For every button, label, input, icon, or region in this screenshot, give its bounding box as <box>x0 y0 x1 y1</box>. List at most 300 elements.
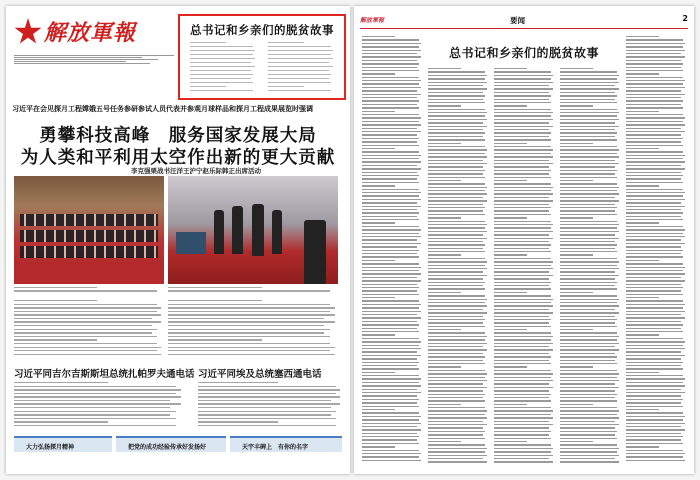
text-line <box>626 392 685 393</box>
text-line <box>494 197 549 198</box>
text-line <box>190 74 253 75</box>
text-line <box>494 377 551 378</box>
text-line <box>362 87 421 88</box>
text-line <box>494 177 551 178</box>
text-line <box>428 244 485 245</box>
text-line <box>198 418 336 419</box>
text-line <box>560 278 615 279</box>
text-line <box>560 102 617 103</box>
text-line <box>428 400 485 401</box>
text-line <box>560 173 615 174</box>
text-line <box>428 265 485 266</box>
text-line <box>626 280 685 281</box>
text-line <box>428 197 483 198</box>
text-line <box>560 448 619 449</box>
text-line <box>362 429 421 430</box>
text-line <box>190 54 253 55</box>
text-line <box>626 145 683 146</box>
text-line <box>560 377 617 378</box>
text-line <box>428 173 483 174</box>
text-line <box>494 444 551 445</box>
text-line <box>626 300 683 301</box>
text-line <box>560 122 615 123</box>
text-line <box>362 100 419 101</box>
text-line <box>362 239 417 240</box>
text-line <box>494 99 549 100</box>
text-line <box>626 121 683 122</box>
text-line <box>494 221 551 222</box>
text-line <box>428 387 487 388</box>
text-line <box>626 155 685 156</box>
text-line <box>626 199 685 200</box>
text-line <box>428 251 485 252</box>
text-line <box>560 149 619 150</box>
text-line <box>198 396 340 397</box>
text-line <box>198 411 336 412</box>
text-line <box>428 221 485 222</box>
text-line <box>626 436 683 437</box>
text-line <box>560 312 619 313</box>
text-line <box>494 231 553 232</box>
lower-headline-right[interactable]: 习近平同埃及总统塞西通电话 <box>198 369 322 380</box>
text-line <box>494 394 551 395</box>
page-two <box>354 6 694 474</box>
text-line <box>362 202 417 203</box>
text-line <box>560 461 619 462</box>
text-line <box>626 233 683 234</box>
text-line <box>560 170 617 171</box>
text-line <box>362 280 421 281</box>
text-line <box>428 346 483 347</box>
text-line <box>362 419 419 420</box>
text-line <box>560 271 615 272</box>
text-line <box>362 253 417 254</box>
text-line <box>494 102 551 103</box>
text-line <box>428 146 485 147</box>
text-column-3 <box>494 68 554 466</box>
text-line <box>428 390 483 391</box>
headline-subline: 李克强栗战书汪洋王沪宁赵乐际韩正出席活动 <box>131 167 261 175</box>
text-line <box>626 90 681 91</box>
text-line <box>428 180 461 181</box>
text-line <box>560 88 619 89</box>
text-line <box>626 338 683 339</box>
text-line <box>626 402 681 403</box>
text-line <box>428 407 485 408</box>
text-line <box>428 207 485 208</box>
text-line <box>428 190 485 191</box>
text-line <box>494 265 551 266</box>
text-line <box>428 261 487 262</box>
text-line <box>494 244 551 245</box>
text-line <box>362 358 417 359</box>
text-line <box>362 433 417 434</box>
text-line <box>14 418 176 419</box>
text-line <box>560 163 619 164</box>
text-line <box>560 254 593 255</box>
text-line <box>494 390 549 391</box>
text-line <box>560 353 615 354</box>
text-line <box>362 294 419 295</box>
text-line <box>560 421 615 422</box>
text-line <box>626 355 685 356</box>
text-line <box>362 307 419 308</box>
text-line <box>428 149 487 150</box>
top-headline[interactable]: 习近平在会见探月工程嫦娥五号任务参研参试人员代表并参观月球样品和探月工程成果展览时强调 <box>12 105 313 113</box>
text-line <box>428 126 487 127</box>
text-line <box>268 86 304 87</box>
text-line <box>560 238 619 239</box>
text-line <box>362 178 417 179</box>
text-line <box>428 193 487 194</box>
text-line <box>362 36 395 37</box>
text-line <box>494 217 527 218</box>
text-line <box>362 206 421 207</box>
text-line <box>268 90 331 91</box>
text-line <box>626 189 683 190</box>
text-line <box>560 346 615 347</box>
main-headline-line-1[interactable]: 勇攀科技高峰 服务国家发展大局 <box>39 126 317 146</box>
text-line <box>626 406 683 407</box>
text-line <box>428 278 483 279</box>
text-line <box>268 50 333 51</box>
text-line <box>626 178 681 179</box>
text-line <box>626 368 683 369</box>
text-line <box>14 347 161 348</box>
banner-1[interactable] <box>14 436 112 452</box>
text-line <box>428 441 461 442</box>
text-line <box>428 119 487 120</box>
text-line <box>362 351 417 352</box>
text-line <box>362 300 419 301</box>
text-line <box>626 60 681 61</box>
text-line <box>428 217 461 218</box>
text-line <box>428 336 487 337</box>
text-line <box>362 368 419 369</box>
text-line <box>428 366 461 367</box>
text-line <box>560 129 615 130</box>
text-line <box>198 386 336 387</box>
text-line <box>626 70 683 71</box>
text-line <box>198 407 331 408</box>
text-column-2 <box>428 68 488 466</box>
text-line <box>362 439 417 440</box>
text-line <box>14 339 97 340</box>
text-line <box>428 434 483 435</box>
text-line <box>428 455 487 456</box>
text-line <box>362 222 395 223</box>
text-line <box>494 92 549 93</box>
text-line <box>626 141 681 142</box>
text-line <box>494 302 551 303</box>
text-line <box>428 166 483 167</box>
text-line <box>560 207 617 208</box>
text-line <box>626 239 681 240</box>
text-line <box>560 112 619 113</box>
text-line <box>626 294 683 295</box>
text-line <box>168 290 330 291</box>
text-line <box>494 126 553 127</box>
text-line <box>362 50 421 51</box>
text-line <box>428 139 485 140</box>
lower-headline-left[interactable]: 习近平同吉尔吉斯斯坦总统扎帕罗夫通电话 <box>14 369 195 380</box>
text-line <box>428 238 487 239</box>
text-line <box>560 139 617 140</box>
text-line <box>626 375 683 376</box>
text-line <box>362 111 395 112</box>
text-line <box>428 75 487 76</box>
text-line <box>560 326 617 327</box>
text-line <box>494 285 549 286</box>
text-line <box>560 71 617 72</box>
text-line <box>14 314 161 315</box>
text-line <box>626 83 683 84</box>
text-line <box>428 105 461 106</box>
text-line <box>494 366 527 367</box>
text-line <box>560 343 619 344</box>
text-line <box>626 67 681 68</box>
text-line <box>626 450 683 451</box>
text-line <box>626 460 685 461</box>
text-line <box>560 132 617 133</box>
text-line <box>626 56 685 57</box>
text-line <box>626 321 681 322</box>
banner-3[interactable] <box>230 436 342 452</box>
text-line <box>494 282 551 283</box>
text-line <box>362 39 419 40</box>
text-line <box>560 204 615 205</box>
text-line <box>560 309 615 310</box>
text-line <box>428 427 483 428</box>
photo-caption-left <box>14 287 164 295</box>
text-line <box>626 94 685 95</box>
text-line <box>428 204 483 205</box>
front-page <box>6 6 350 474</box>
text-line <box>190 62 251 63</box>
text-line <box>190 66 255 67</box>
text-line <box>626 212 683 213</box>
text-line <box>560 394 617 395</box>
text-line <box>560 241 615 242</box>
text-line <box>494 271 549 272</box>
text-line <box>626 277 681 278</box>
text-line <box>494 105 527 106</box>
text-line <box>198 382 278 383</box>
text-line <box>428 82 487 83</box>
text-line <box>494 400 551 401</box>
text-line <box>362 161 421 162</box>
text-line <box>362 151 419 152</box>
text-line <box>560 180 593 181</box>
text-line <box>198 414 331 415</box>
text-line <box>14 325 152 326</box>
text-line <box>626 246 681 247</box>
text-line <box>362 77 419 78</box>
text-line <box>494 115 551 116</box>
text-line <box>494 295 551 296</box>
text-line <box>626 328 681 329</box>
text-line <box>362 260 395 261</box>
text-line <box>560 444 617 445</box>
masthead-title: 解放軍報 <box>44 20 137 46</box>
text-line <box>560 244 617 245</box>
text-line <box>626 433 681 434</box>
text-line <box>14 287 97 288</box>
text-line <box>494 146 551 147</box>
text-line <box>428 414 485 415</box>
text-line <box>428 112 487 113</box>
text-line <box>560 417 619 418</box>
text-line <box>560 285 615 286</box>
highlighted-article-box[interactable] <box>178 14 346 100</box>
text-line <box>428 258 485 259</box>
main-headline-line-2[interactable]: 为人类和平利用太空作出新的更大贡献 <box>20 148 336 168</box>
text-line <box>268 62 329 63</box>
text-line <box>626 443 683 444</box>
text-line <box>362 267 421 268</box>
text-line <box>560 200 619 201</box>
text-line <box>560 360 615 361</box>
text-line <box>626 419 683 420</box>
text-line <box>428 458 483 459</box>
text-line <box>560 288 617 289</box>
text-line <box>362 134 417 135</box>
text-line <box>626 151 683 152</box>
text-line <box>428 417 487 418</box>
text-line <box>494 373 553 374</box>
text-line <box>168 354 335 355</box>
text-line <box>362 158 419 159</box>
text-line <box>362 209 417 210</box>
text-line <box>494 427 549 428</box>
text-line <box>362 334 395 335</box>
text-line <box>494 109 551 110</box>
text-line <box>362 199 421 200</box>
text-line <box>626 80 685 81</box>
text-line <box>560 234 615 235</box>
text-line <box>560 336 619 337</box>
text-line <box>268 54 331 55</box>
text-line <box>362 314 417 315</box>
text-line <box>168 318 324 319</box>
text-line <box>362 172 417 173</box>
text-line <box>560 231 619 232</box>
text-line <box>362 138 419 139</box>
text-line <box>362 385 421 386</box>
text-line <box>560 383 615 384</box>
text-line <box>626 324 683 325</box>
text-line <box>362 263 419 264</box>
text-line <box>428 329 461 330</box>
text-line <box>494 407 551 408</box>
text-line <box>626 50 685 51</box>
text-line <box>14 421 108 422</box>
text-line <box>494 129 549 130</box>
text-line <box>494 349 553 350</box>
text-line <box>626 416 685 417</box>
text-line <box>494 68 527 69</box>
text-line <box>494 316 549 317</box>
text-line <box>268 58 333 59</box>
text-line <box>494 397 549 398</box>
text-line <box>428 326 485 327</box>
text-line <box>14 393 176 394</box>
text-line <box>626 341 685 342</box>
text-line <box>626 331 683 332</box>
text-line <box>494 258 551 259</box>
text-line <box>198 425 336 426</box>
text-line <box>494 132 551 133</box>
text-line <box>560 227 617 228</box>
text-line <box>560 305 619 306</box>
text-line <box>362 165 417 166</box>
text-line <box>362 426 417 427</box>
text-line <box>626 446 659 447</box>
text-line <box>428 363 485 364</box>
text-line <box>428 109 485 110</box>
text-line <box>494 299 553 300</box>
text-line <box>362 80 421 81</box>
page-header-masthead: 解放軍報 <box>360 17 385 24</box>
text-line <box>362 450 419 451</box>
text-line <box>362 216 417 217</box>
text-line <box>494 190 551 191</box>
page-header <box>360 14 688 29</box>
article-title[interactable]: 总书记和乡亲们的脱贫故事 <box>448 46 599 60</box>
text-line <box>560 424 619 425</box>
text-line <box>560 221 617 222</box>
text-line <box>362 124 421 125</box>
text-line <box>428 68 461 69</box>
text-line <box>626 270 683 271</box>
text-line <box>494 187 553 188</box>
text-line <box>626 362 683 363</box>
text-line <box>494 451 551 452</box>
text-line <box>494 346 549 347</box>
text-line <box>626 111 659 112</box>
text-line <box>362 56 421 57</box>
text-line <box>560 214 617 215</box>
text-line <box>14 318 152 319</box>
text-line <box>428 254 461 255</box>
text-line <box>168 307 335 308</box>
text-line <box>362 362 419 363</box>
text-line <box>362 321 417 322</box>
text-line <box>494 241 549 242</box>
text-line <box>428 143 461 144</box>
banner-2[interactable] <box>116 436 226 452</box>
text-line <box>494 200 553 201</box>
text-line <box>560 316 615 317</box>
text-line <box>362 128 417 129</box>
text-line <box>560 193 619 194</box>
text-line <box>428 71 485 72</box>
text-line <box>428 170 485 171</box>
text-line <box>626 128 681 129</box>
text-line <box>14 304 157 305</box>
text-line <box>362 375 419 376</box>
text-line <box>428 383 483 384</box>
text-line <box>362 212 419 213</box>
text-line <box>362 412 419 413</box>
photo-caption-right <box>168 287 338 295</box>
text-line <box>362 185 395 186</box>
text-line <box>362 338 419 339</box>
text-line <box>494 339 551 340</box>
text-line <box>560 261 619 262</box>
text-line <box>626 209 681 210</box>
text-line <box>626 107 683 108</box>
